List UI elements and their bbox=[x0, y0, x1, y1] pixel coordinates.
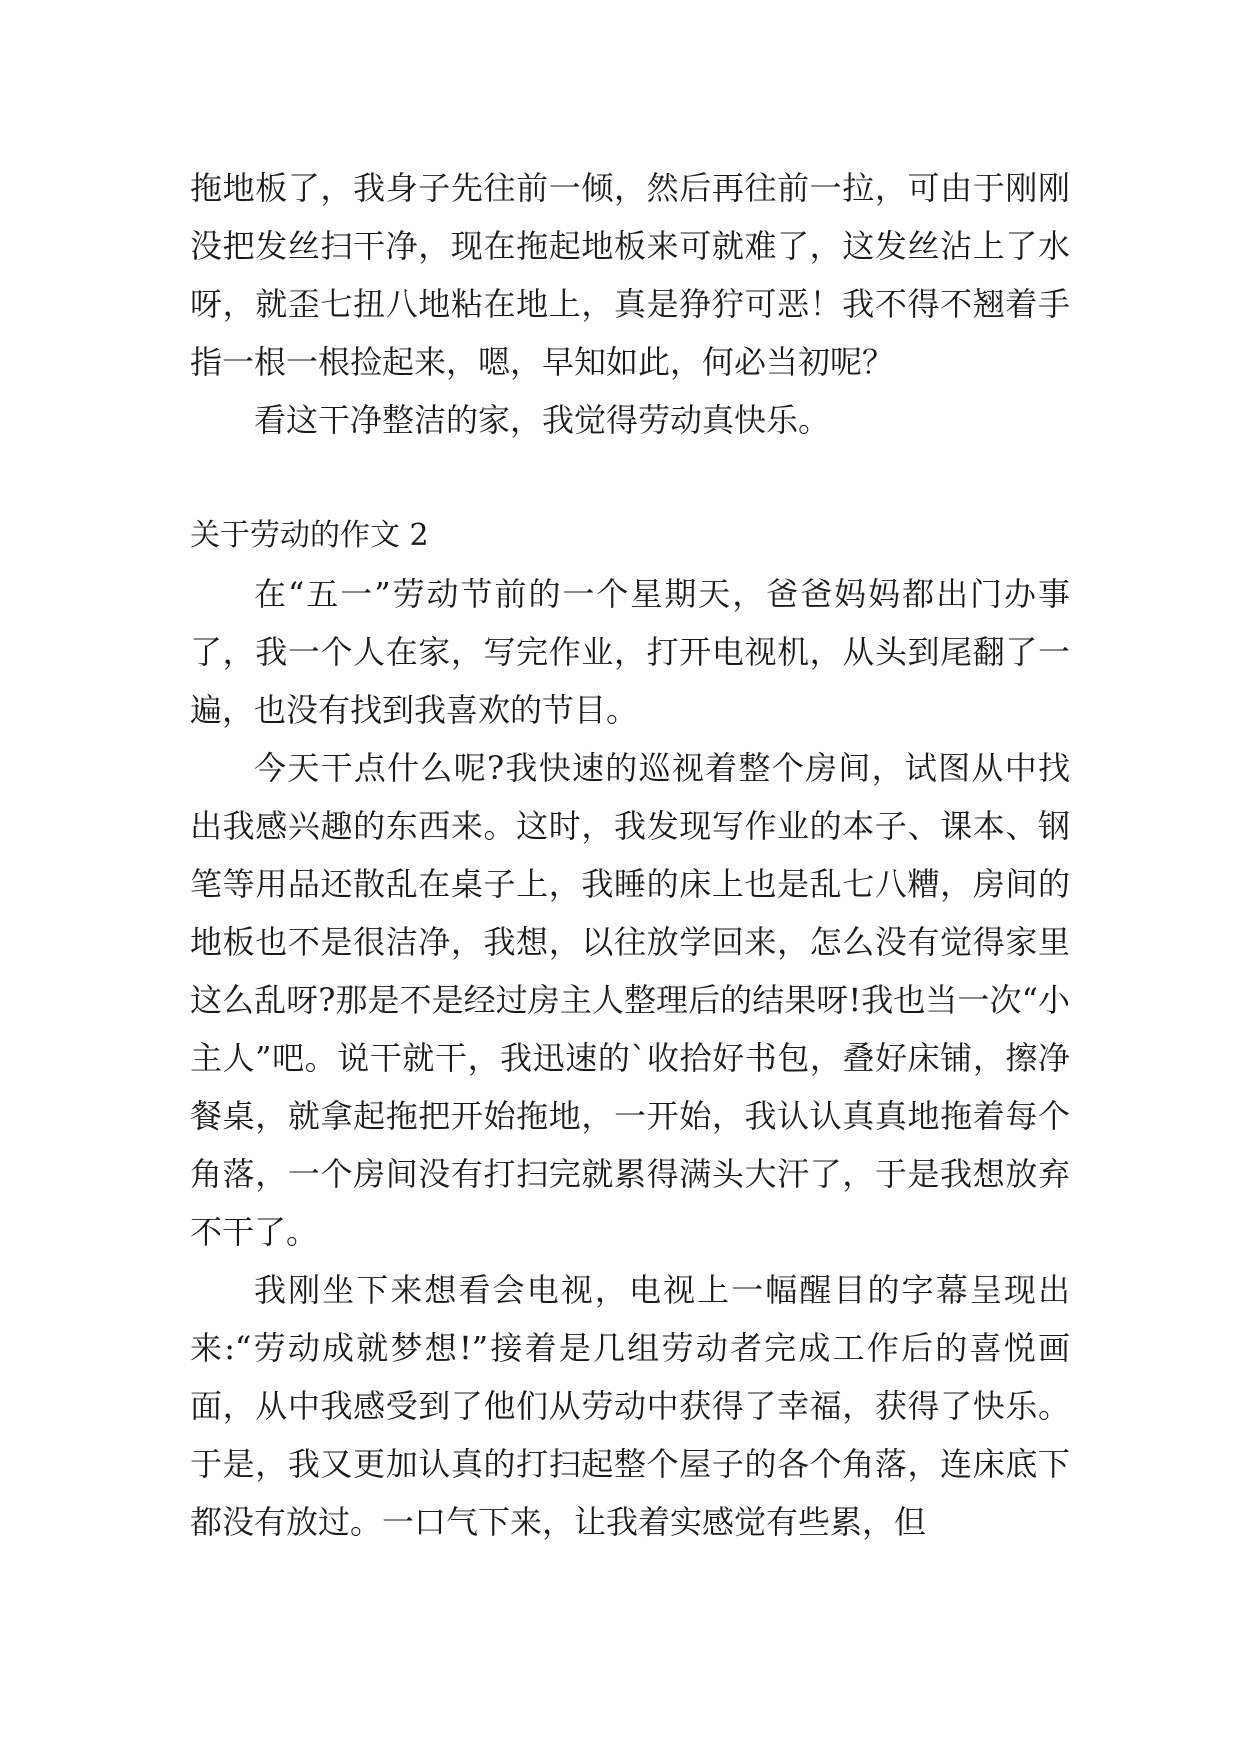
paragraph: 看这干净整洁的家，我觉得劳动真快乐。 bbox=[254, 401, 831, 439]
section-gap bbox=[190, 449, 1070, 507]
paragraph: 拖地板了，我身子先往前一倾，然后再往前一拉，可由于刚刚没把发丝扫干净，现在拖起地板来可就难了，这发丝沾上了水呀，就歪七扭八地粘在地上，真是狰狞可恶！我不得不翘着手指一根一根捡起来，嗯，早知如此，何必当初呢？ bbox=[190, 169, 1070, 381]
paragraph: 我刚坐下来想看会电视，电视上一幅醒目的字幕呈现出来:“劳动成就梦想!”接着是几组劳动者完成工作后的喜悦画面，从中我感受到了他们从劳动中获得了幸福，获得了快乐。于是，我又更加认真的打扫起整个屋子的各个角落，连床底下都没有放过。一口气下来，让我着实感觉有些累，但 bbox=[190, 1271, 1070, 1541]
paragraph: 在“五一”劳动节前的一个星期天，爸爸妈妈都出门办事了，我一个人在家，写完作业，打开电视机，从头到尾翻了一遍，也没有找到我喜欢的节目。 bbox=[190, 575, 1070, 729]
section-title: 关于劳动的作文 2 bbox=[190, 518, 429, 553]
essay-body bbox=[190, 159, 1070, 1551]
paragraph: 今天干点什么呢?我快速的巡视着整个房间，试图从中找出我感兴趣的东西来。这时，我发现写作业的本子、课本、钢笔等用品还散乱在桌子上，我睡的床上也是乱七八糟，房间的地板也不是很洁净，我想，以往放学回来，怎么没有觉得家里这么乱呀?那是不是经过房主人整理后的结果呀!我也当一次“小主人”吧。说干就干，我迅速的`收拾好书包，叠好床铺，擦净餐桌，就拿起拖把开始拖地，一开始，我认认真真地拖着每个角落，一个房间没有打扫完就累得满头大汗了，于是我想放弃不干了。 bbox=[190, 749, 1070, 1251]
